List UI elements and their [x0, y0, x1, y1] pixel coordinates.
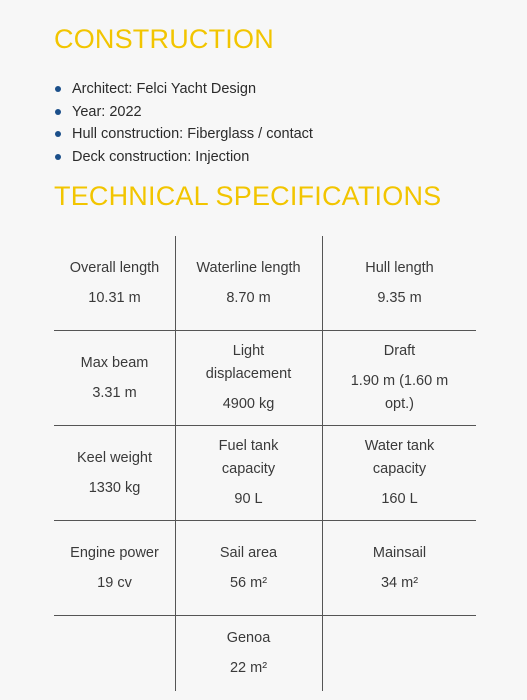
bullet-dot-icon [55, 109, 61, 115]
spec-cell-max-beam [44, 331, 185, 425]
spec-value: 34 m² [380, 574, 419, 591]
spec-label: Waterline length [196, 259, 301, 276]
spec-cell-hull-length [329, 236, 470, 330]
spec-value: 19 cv [97, 574, 132, 591]
spec-cell-engine-power [44, 521, 185, 615]
specs-grid [54, 236, 476, 691]
spec-cell-sail-area [178, 521, 319, 615]
spec-cell-fuel-tank-capacity [178, 426, 319, 520]
spec-value: 1.90 m (1.60 m opt.) [350, 373, 449, 412]
spec-cell-draft [329, 331, 470, 425]
list-item-text: Hull construction: Fiberglass / contact [72, 126, 313, 143]
list-item [54, 146, 313, 169]
spec-cell-keel-weight [44, 426, 185, 520]
grid-divider [322, 236, 323, 691]
spec-label: Max beam [80, 354, 149, 371]
spec-label: Draft [383, 343, 416, 359]
spec-value: 9.35 m [377, 289, 422, 306]
spec-label: Mainsail [372, 544, 427, 561]
construction-list [54, 78, 313, 169]
bullet-dot-icon [55, 131, 61, 137]
spec-value: 3.31 m [92, 384, 137, 401]
spec-label: Engine power [70, 544, 159, 561]
spec-cell-overall-length [44, 236, 185, 330]
spec-label: Hull length [365, 259, 434, 276]
spec-label: Genoa [226, 630, 271, 646]
list-item [54, 78, 313, 101]
spec-cell-mainsail [329, 521, 470, 615]
spec-value: 90 L [234, 491, 263, 507]
spec-value: 10.31 m [88, 289, 141, 306]
spec-cell-empty [329, 616, 470, 691]
spec-cell-light-displacement [178, 331, 319, 425]
spec-value: 160 L [381, 491, 418, 507]
spec-cell-genoa [178, 616, 319, 691]
spec-value: 1330 kg [88, 479, 141, 496]
spec-label: Light displacement [205, 343, 292, 382]
list-item [54, 123, 313, 146]
spec-label: Sail area [219, 544, 278, 561]
specs-heading: TECHNICAL SPECIFICATIONS [54, 181, 442, 211]
spec-label: Fuel tank capacity [218, 438, 279, 477]
spec-label: Keel weight [77, 449, 152, 466]
list-item-text: Year: 2022 [72, 103, 142, 120]
spec-label: Overall length [69, 259, 160, 276]
spec-value: 56 m² [229, 574, 268, 591]
spec-cell-empty [44, 616, 185, 691]
spec-cell-water-tank-capacity [329, 426, 470, 520]
construction-heading: CONSTRUCTION [54, 24, 274, 54]
spec-value: 22 m² [229, 660, 268, 676]
spec-label: Water tank capacity [364, 438, 435, 477]
spec-value: 8.70 m [226, 289, 271, 306]
spec-value: 4900 kg [222, 396, 275, 412]
bullet-dot-icon [55, 86, 61, 92]
list-item [54, 101, 313, 124]
list-item-text: Architect: Felci Yacht Design [72, 81, 257, 97]
list-item-text: Deck construction: Injection [72, 149, 250, 166]
bullet-dot-icon [55, 154, 61, 160]
spec-cell-waterline-length [178, 236, 319, 330]
